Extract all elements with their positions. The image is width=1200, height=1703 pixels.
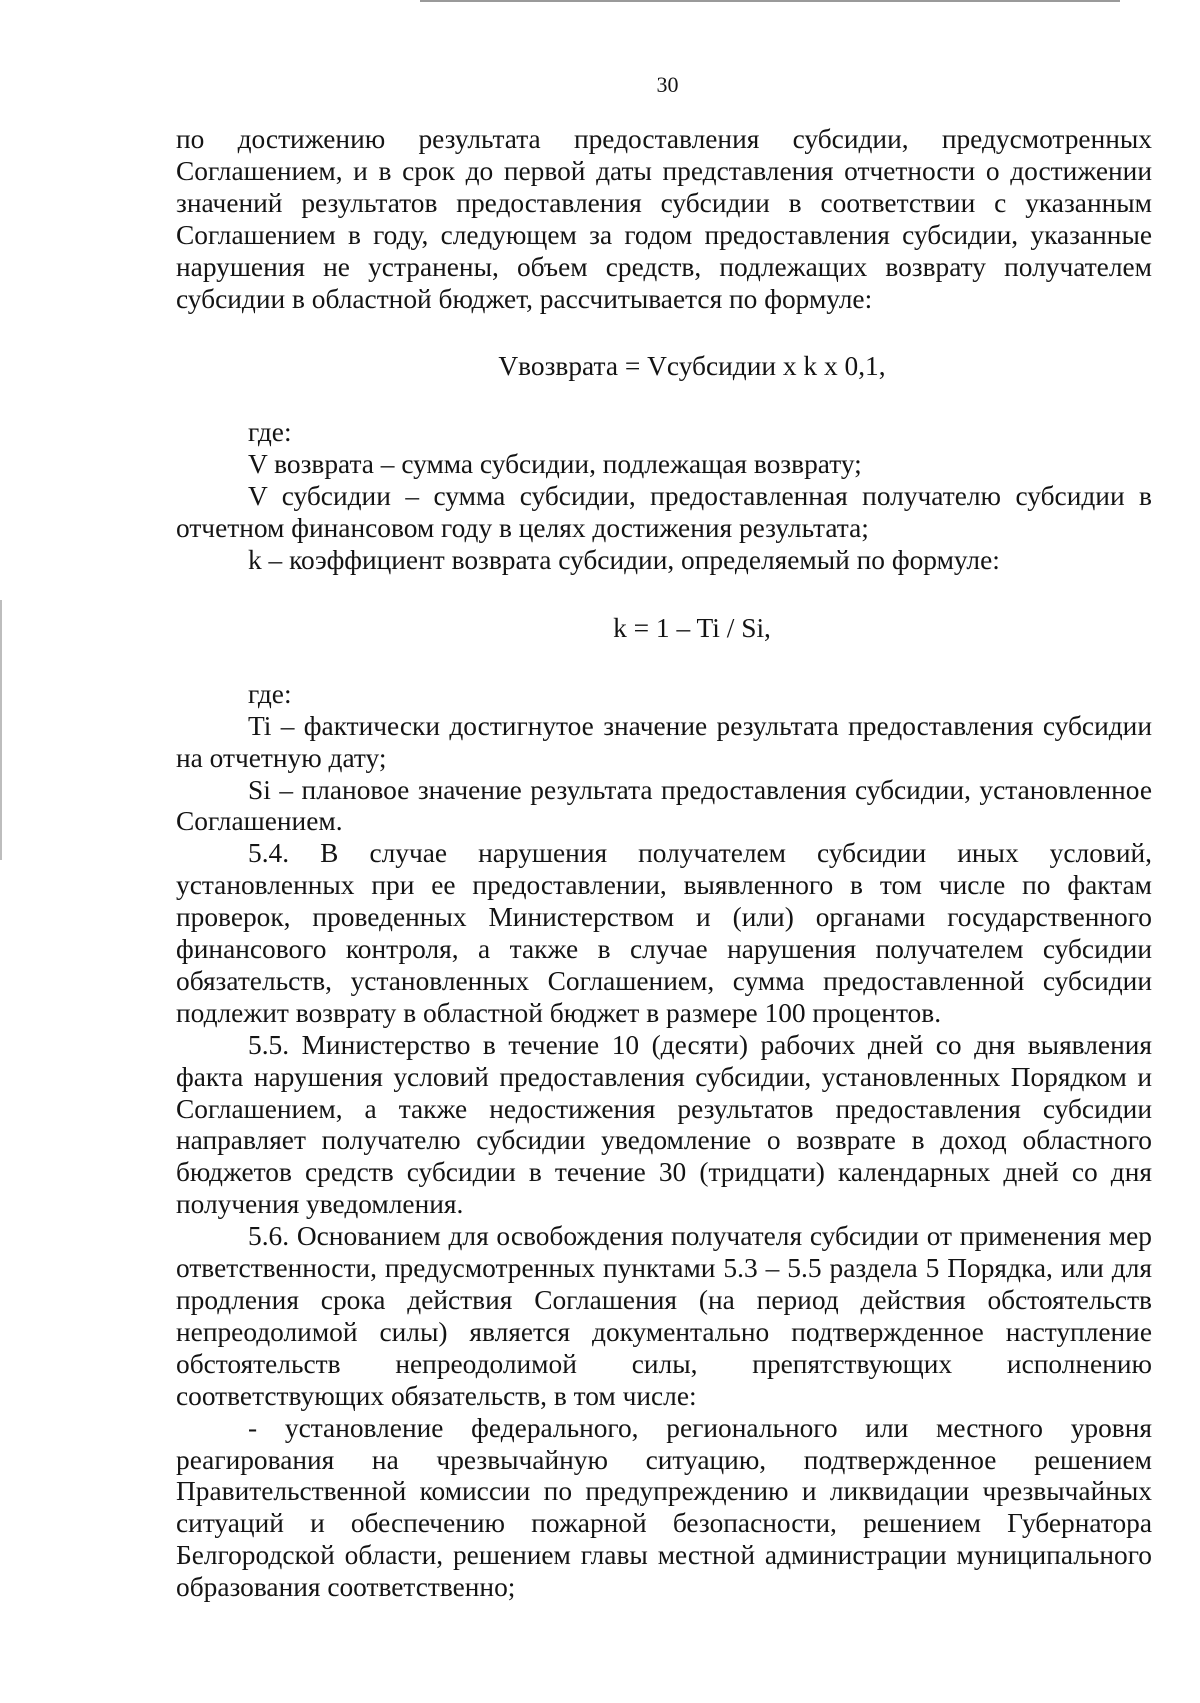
clause-5-4: 5.4. В случае нарушения получателем субсидии иных условий, установленных при ее предоставлении, выявленного в том числе по фактам проверок, проведенных Министерством и (или) органами государственного финансового контроля, а также в случае нарушения получателем субсидии обязательств, установленных Соглашением, сумма предоставленной субсидии подлежит возврату в областной бюджет в размере 100 процентов. (176, 838, 1152, 1028)
document-body (176, 124, 1152, 1604)
definition-ti: Ti – фактически достигнутое значение результата предоставления субсидии на отчетную дату; (176, 710, 1152, 773)
definition-v-return: V возврата – сумма субсидии, подлежащая возврату; (248, 449, 862, 480)
paragraph-continuation: по достижению результата предоставления субсидии, предусмотренных Соглашением, и в срок до первой даты представления отчетности о достижении значений результатов предоставления субсидии в соответствии с указанным Соглашением в году, следующем за годом предоставления субсидии, указанные нарушения не устранены, объем средств, подлежащих возврату получателем субсидии в областной бюджет, рассчитывается по формуле: (176, 124, 1152, 314)
page-number: 30 (656, 72, 679, 97)
definition-si: Si – плановое значение результата предоставления субсидии, установленное Соглашением. (176, 774, 1152, 837)
scan-edge-line (420, 0, 1120, 2)
list-item: - установление федерального, регионального или местного уровня реагирования на чрезвычайную ситуацию, подтвержденное решением Правительственной комиссии по предупреждению и ликвидации чрезвычайных ситуаций и обеспечению пожарной безопасности, решением Губернатора Белгородской области, решением главы местной администрации муниципального образования соответственно; (176, 1412, 1152, 1603)
definition-k: k – коэффициент возврата субсидии, определяемый по формуле: (248, 544, 1000, 575)
formula-k: k = 1 – Ti / Si, (613, 612, 771, 643)
definition-v-subsidy: V субсидии – сумма субсидии, предоставленная получателю субсидии в отчетном финансовом году в целях достижения результата; (176, 481, 1152, 544)
where-label: где: (248, 417, 292, 448)
formula-return-volume: Vвозврата = Vсубсидии x k x 0,1, (498, 351, 886, 382)
clause-5-6: 5.6. Основанием для освобождения получателя субсидии от применения мер ответственности, предусмотренных пунктами 5.3 – 5.5 раздела 5 Порядка, или для продления срока действия Соглашения (на период действия обстоятельств непреодолимой силы) является документально подтвержденное наступление обстоятельств непреодолимой силы, препятствующих исполнению соответствующих обязательств, в том числе: (176, 1221, 1152, 1411)
scan-margin-mark (0, 600, 2, 860)
clause-5-5: 5.5. Министерство в течение 10 (десяти) рабочих дней со дня выявления факта нарушения условий предоставления субсидии, установленных Порядком и Соглашением, а также недостижения результатов предоставления субсидии направляет получателю субсидии уведомление о возврате в доход областного бюджетов средств субсидии в течение 30 (тридцати) календарных дней со дня получения уведомления. (176, 1029, 1152, 1220)
where-label-2: где: (248, 678, 292, 709)
